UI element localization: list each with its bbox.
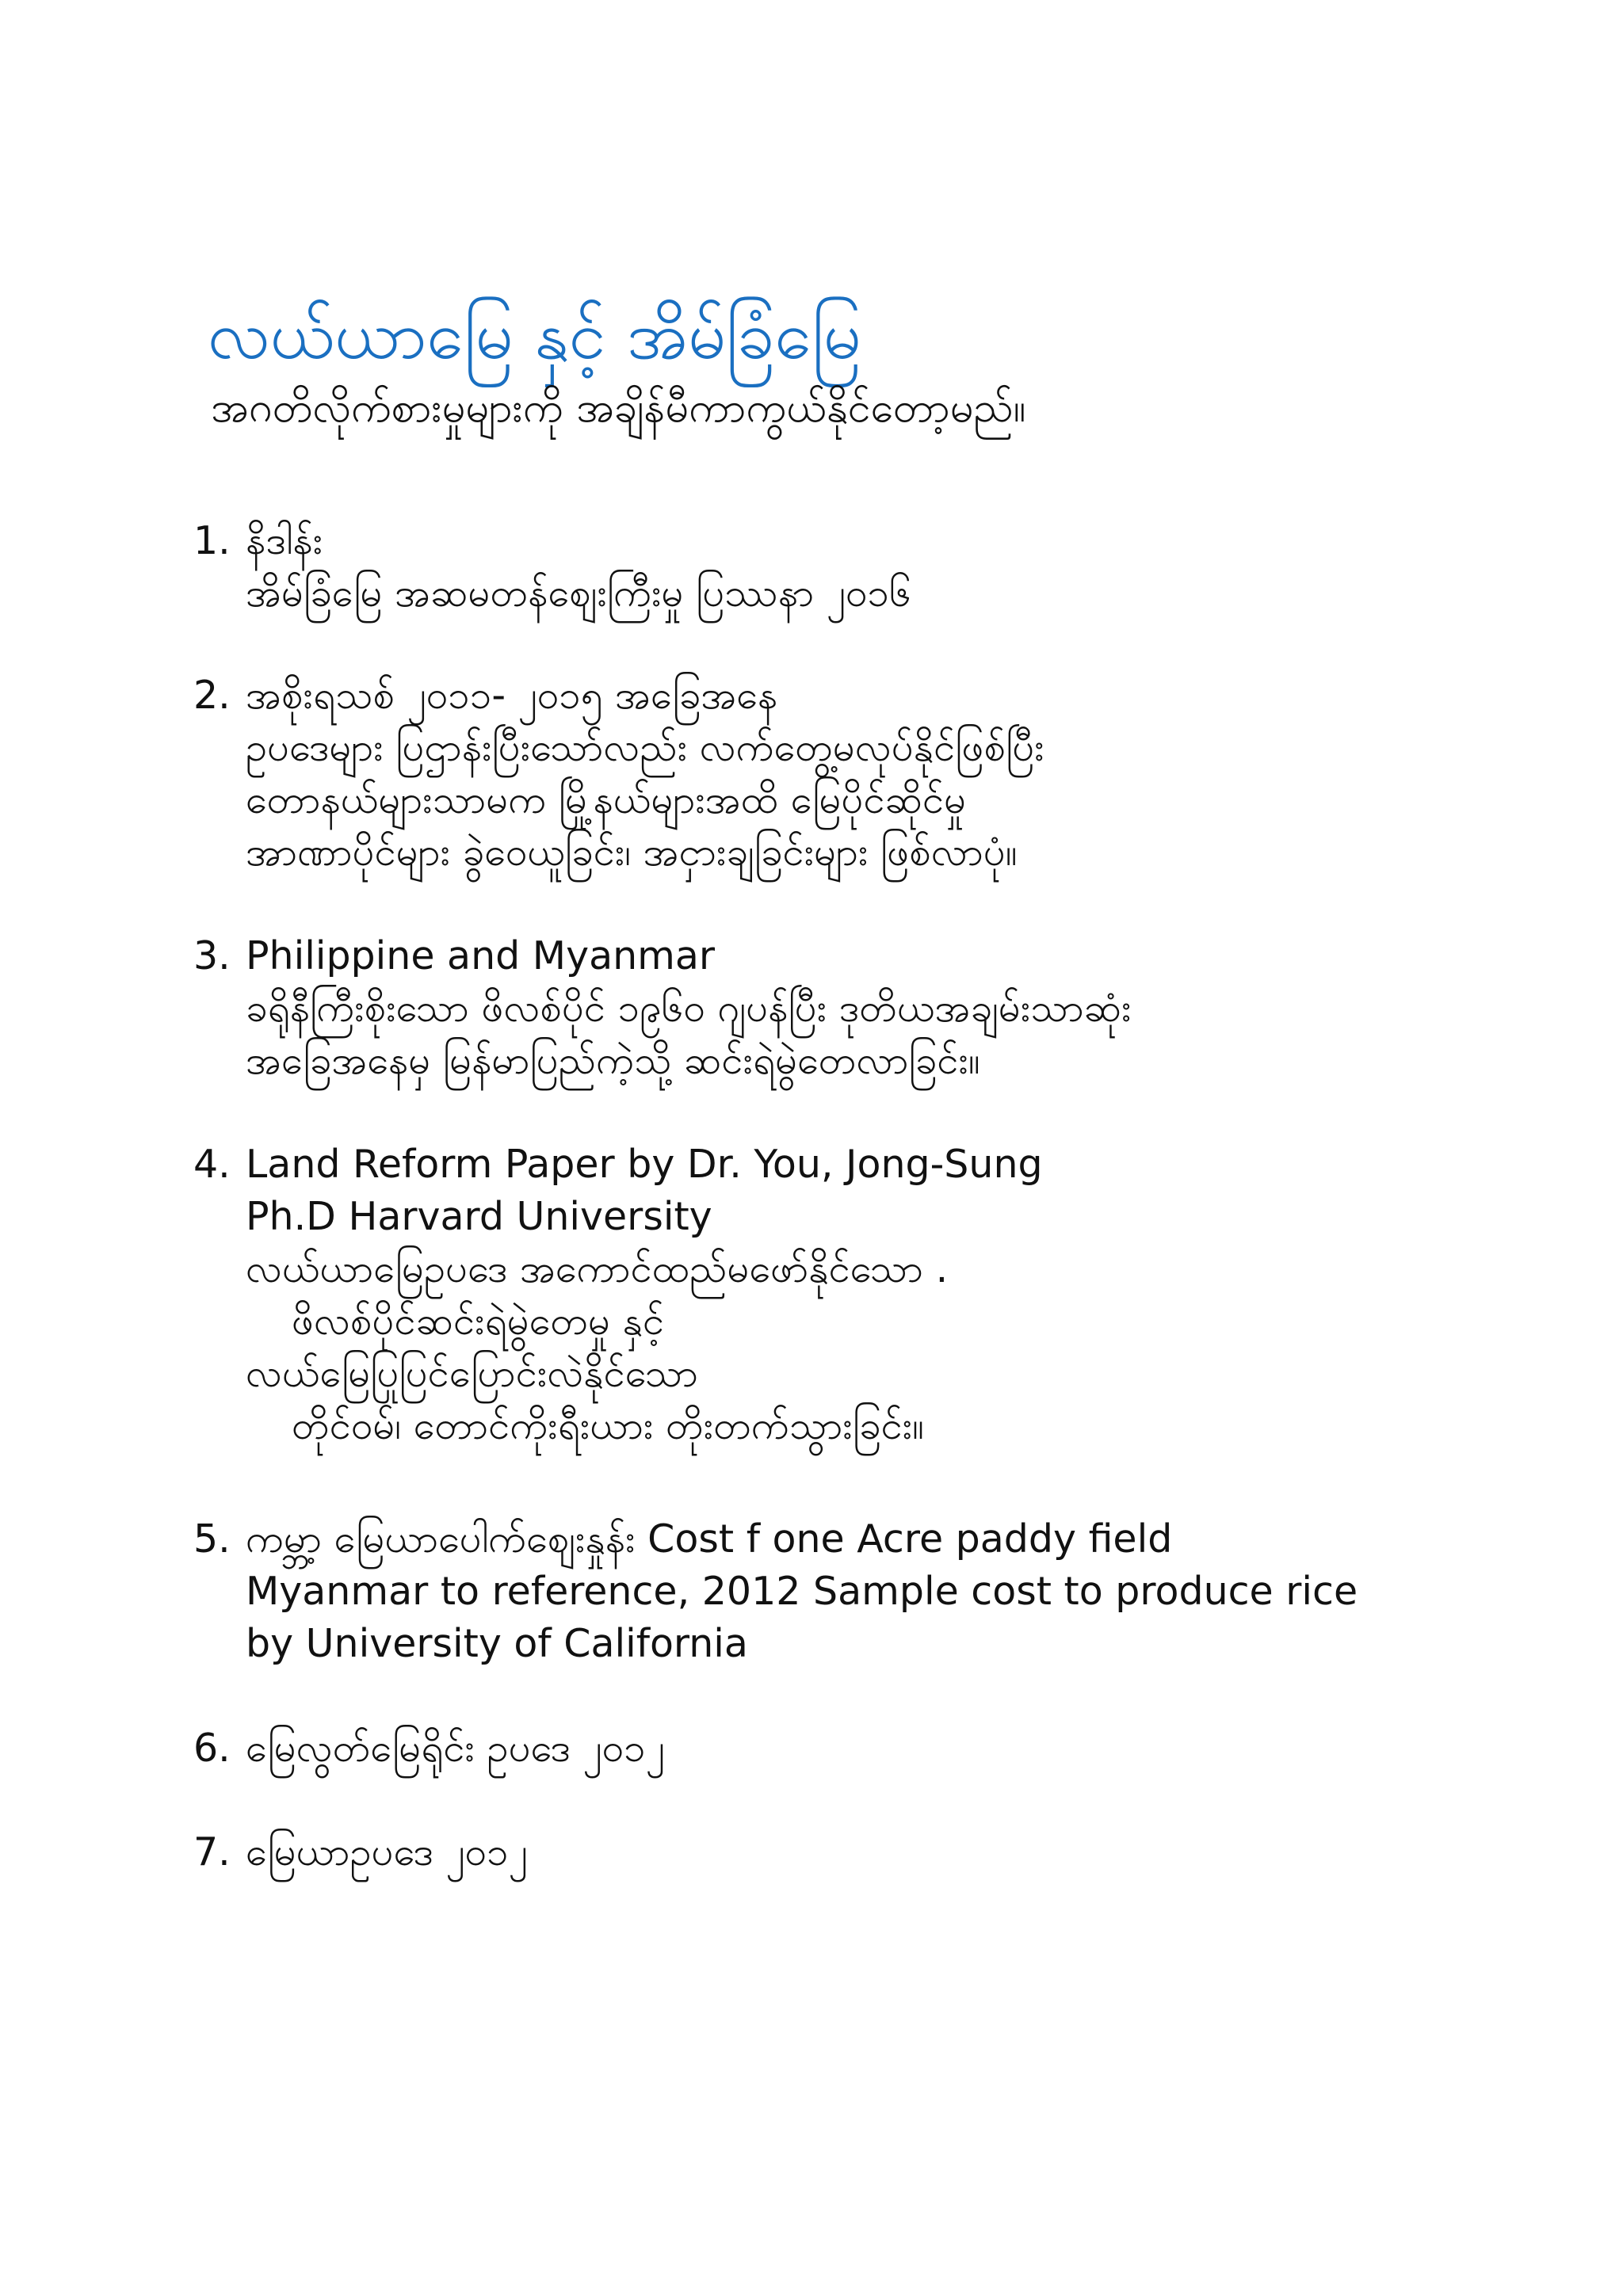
list-item-number: 3.: [193, 933, 231, 978]
list-item-line: မြေယာဥပဒေ ၂၀၁၂: [246, 1829, 528, 1875]
list-item-number: 6.: [193, 1726, 231, 1771]
list-item-line: လယ်ယာမြေဥပဒေ အကောင်ထည်မဖော်နိုင်သော .: [246, 1246, 949, 1291]
list-item-line: by University of California: [246, 1621, 748, 1666]
list-item-line: တိုင်ဝမ်၊ တောင်ကိုးရီးယား တိုးတက်သွားခြင်း။: [292, 1403, 925, 1448]
list-item-body: [246, 1513, 1561, 1670]
list-item-line: ဥပဒေများ ပြဌာန်းပြီးသော်လည်း လက်တွေ့မလုပ်နိုင်ဖြစ်ပြီး: [246, 725, 1044, 770]
list-item-body: [246, 1138, 1561, 1452]
list-item-1: [193, 515, 1572, 620]
list-item-6: [193, 1722, 1572, 1775]
list-item-number: 5.: [193, 1516, 231, 1562]
list-item-number: 4.: [193, 1142, 231, 1187]
list-item-line: အာဏာပိုင်များ ခွဲဝေယူခြင်း၊ အငှားချခြင်းများ ဖြစ်လာပုံ။: [246, 830, 1018, 875]
list-item-line: မြေလွတ်မြေရိုင်း ဥပဒေ ၂၀၁၂: [246, 1726, 665, 1771]
list-item-body: [246, 930, 1561, 1087]
list-item-line: အခြေအနေမှ မြန်မာပြည်ကဲ့သို့ ဆင်းရဲမွဲတေလာခြင်း။: [246, 1038, 980, 1083]
list-item-body: [246, 1722, 1561, 1775]
list-item-line: နိဒါန်း: [246, 518, 323, 563]
list-item-5: [193, 1513, 1572, 1670]
list-item-body: [246, 1826, 1561, 1878]
list-item-7: [193, 1826, 1572, 1878]
list-item-number: 7.: [193, 1829, 231, 1875]
list-item-line: လယ်မြေပြုပြင်ပြောင်းလဲနိုင်သော: [246, 1351, 698, 1396]
page-title: လယ်ယာမြေ နှင့် အိမ်ခြံမြေ: [208, 296, 861, 374]
list-item-line: Land Reform Paper by Dr. You, Jong-Sung: [246, 1142, 1043, 1187]
list-item-2: [193, 669, 1572, 879]
list-item-line: ကမ္ဘာ့ မြေယာပေါက်စျေးနှုန်း Cost f one Acre paddy field: [246, 1516, 1173, 1562]
list-item-body: [246, 515, 1561, 620]
list-item-3: [193, 930, 1572, 1087]
list-item-line: Myanmar to reference, 2012 Sample cost to produce rice: [246, 1569, 1358, 1614]
list-item-line: ခရိုနီကြီးစိုးသော ဖိလစ်ပိုင် ၁၉၆၀ ဂျပန်ပြီး ဒုတိယအချမ်းသာဆုံး: [246, 986, 1132, 1031]
page-subtitle: အဂတိလိုက်စားမှုများကို အချိန်မီကာကွယ်နိုင်တော့မည်။: [211, 384, 1026, 432]
list-item-line: Ph.D Harvard University: [246, 1194, 712, 1239]
list-item-line: Philippine and Myanmar: [246, 933, 716, 978]
list-item-4: [193, 1138, 1572, 1452]
list-item-number: 1.: [193, 518, 231, 563]
list-item-line: ဖိလစ်ပိုင်ဆင်းရဲမွဲတေမှု နှင့်: [292, 1299, 665, 1344]
list-item-line: အစိုးရသစ် ၂၀၁၁- ၂၀၁၅ အခြေအနေ: [246, 673, 778, 718]
list-item-number: 2.: [193, 673, 231, 718]
list-item-line: တောနယ်များသာမက မြို့နယ်များအထိ မြေပိုင်ဆိုင်မှု: [246, 777, 967, 822]
list-item-line: အိမ်ခြံမြေ အဆမတန်စျေးကြီးမှု ပြဿနာ ၂၀၁၆: [246, 570, 911, 616]
list-item-body: [246, 669, 1561, 879]
